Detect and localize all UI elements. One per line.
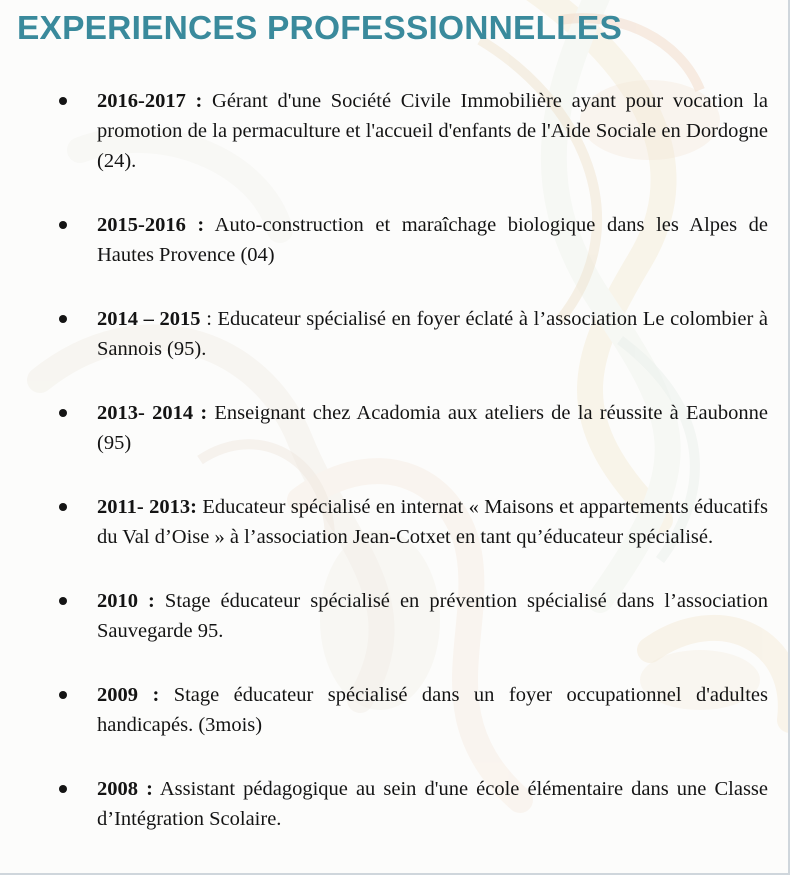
- experience-item: [0, 210, 790, 270]
- experience-date: 2013- 2014 :: [97, 402, 208, 424]
- experience-date: 2015-2016 :: [97, 214, 205, 236]
- experience-item: [0, 492, 790, 552]
- experience-text: [97, 210, 768, 270]
- experience-date: 2008 :: [97, 778, 153, 800]
- bullet-icon: [59, 597, 67, 605]
- experience-description: Stage éducateur spécialisé dans un foyer occupationnel d'adultes handicapés. (3mois): [97, 684, 768, 736]
- experience-description: Stage éducateur spécialisé en prévention spécialisé dans l’association Sauvegarde 95.: [97, 590, 768, 642]
- experience-text: [97, 398, 768, 458]
- experience-list: [0, 86, 790, 834]
- bullet-icon: [59, 97, 67, 105]
- section-title: EXPERIENCES PROFESSIONNELLES: [17, 10, 623, 47]
- experience-item: [0, 680, 790, 740]
- experience-description: Educateur spécialisé en internat « Maisons et appartements éducatifs du Val d’Oise » à l’association Jean-Cotxet en tant qu’éducateur spécialisé.: [97, 496, 768, 548]
- experience-text: [97, 586, 768, 646]
- experience-date: 2009 :: [97, 684, 160, 706]
- bullet-icon: [59, 503, 67, 511]
- bullet-icon: [59, 315, 67, 323]
- experience-text: [97, 774, 768, 834]
- bullet-icon: [59, 785, 67, 793]
- experience-description: Auto-construction et maraîchage biologique dans les Alpes de Hautes Provence (04): [97, 214, 769, 266]
- experience-description: : Educateur spécialisé en foyer éclaté à l’association Le colombier à Sannois (95).: [97, 308, 769, 360]
- experience-text: [97, 304, 768, 364]
- experience-item: [0, 304, 790, 364]
- experience-text: [97, 680, 768, 740]
- experience-description: Enseignant chez Acadomia aux ateliers de la réussite à Eaubonne (95): [97, 402, 768, 454]
- experience-text: [97, 492, 768, 552]
- experience-date: 2011- 2013:: [97, 496, 197, 518]
- experience-item: [0, 86, 790, 176]
- experience-description: Gérant d'une Société Civile Immobilière ayant pour vocation la promotion de la permaculture et l'accueil d'enfants de l'Aide Sociale en Dordogne (24).: [97, 90, 768, 172]
- bullet-icon: [59, 409, 67, 417]
- bullet-icon: [59, 221, 67, 229]
- experience-item: [0, 398, 790, 458]
- experience-date: 2016-2017 :: [97, 90, 203, 112]
- experience-item: [0, 586, 790, 646]
- experience-date: 2010 :: [97, 590, 155, 612]
- experience-description: Assistant pédagogique au sein d'une école élémentaire dans une Classe d’Intégration Scolaire.: [97, 778, 769, 830]
- experience-item: [0, 774, 790, 834]
- bullet-icon: [59, 691, 67, 699]
- experience-text: [97, 86, 768, 176]
- experience-date: 2014 – 2015: [97, 308, 201, 330]
